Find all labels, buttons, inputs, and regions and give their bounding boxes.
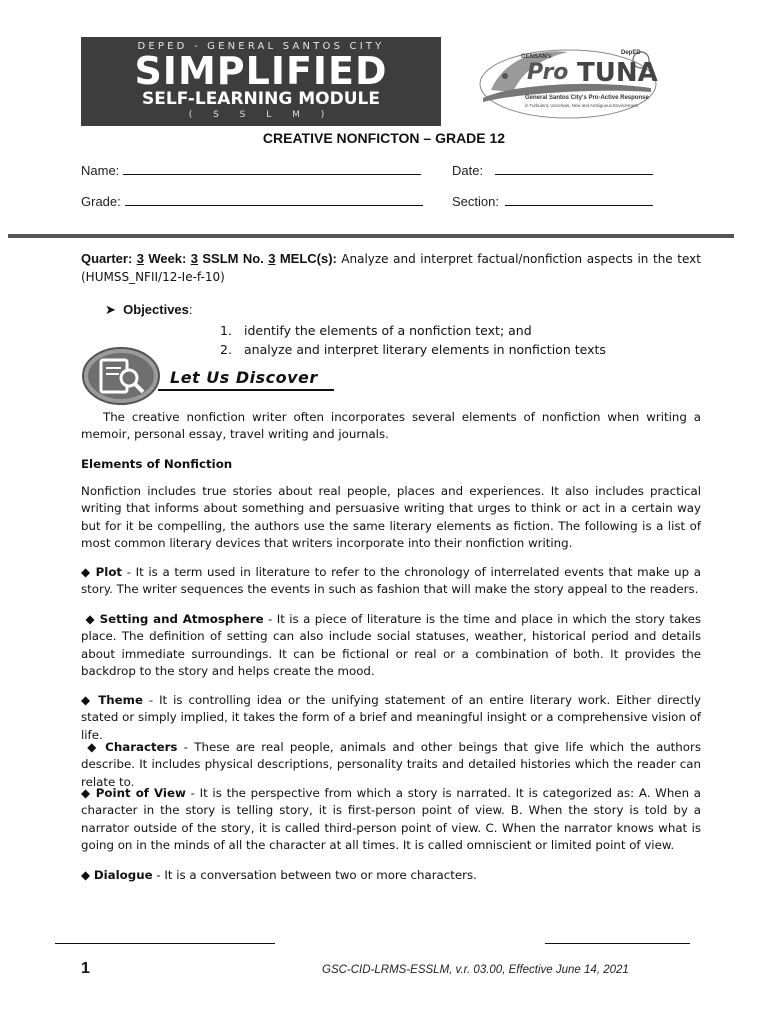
- objective-num: 2.: [220, 342, 232, 357]
- diamond-bullet-icon: ◆: [85, 612, 96, 626]
- element-text: - It is the perspective from which a story is narrated. It is categorized as: A. When a character in the story is telling story, it is first-person point of view. B. When the story is told by a narrator outside of the story, it is called third-person point of view. C. When the narrator knows what is going on in the minds of all the character at all times. It is called omniscient or limited point of view.: [81, 786, 701, 853]
- diamond-bullet-icon: ◆: [81, 868, 91, 882]
- arrow-bullet-icon: ➤: [105, 302, 116, 317]
- element-plot: [81, 564, 701, 599]
- elements-heading: [81, 456, 701, 473]
- element-text: - These are real people, animals and other beings that give life which the authors describe. It includes physical descriptions, personality traits and detailed histories which the reader can relate to.: [81, 740, 701, 789]
- section-field: [452, 193, 653, 209]
- element-setting: [81, 611, 701, 681]
- logo-tagline: General Santos City's Pro-Active Response: [525, 95, 649, 101]
- element-theme: [81, 692, 701, 744]
- objectives-heading-text: Objectives: [123, 302, 189, 317]
- date-label: Date:: [452, 163, 484, 178]
- diamond-bullet-icon: ◆: [81, 565, 91, 579]
- element-term: Characters: [105, 740, 178, 754]
- name-blank[interactable]: [123, 162, 421, 175]
- element-term: Dialogue: [93, 868, 153, 882]
- page-number: 1: [81, 960, 90, 977]
- objective-item: [220, 340, 606, 359]
- banner-module: SELF-LEARNING MODULE: [142, 89, 380, 109]
- quarter-info: [81, 250, 701, 286]
- melc-text: Analyze and interpret factual/nonfiction aspects in the text (HUMSS_NFII/12-Ie-f-10): [81, 252, 701, 284]
- element-text: - It is a term used in literature to refer to the chronology of interrelated events that make up a story. The writer sequences the events in such as fashion that will make the story appeal to the readers.: [81, 565, 702, 597]
- element-term: Plot: [95, 565, 123, 579]
- logo-tuna-text: TUNA: [577, 58, 658, 88]
- name-field: [81, 162, 421, 178]
- element-characters: [81, 739, 701, 791]
- protuna-logo: [473, 40, 663, 124]
- element-text: - It is a conversation between two or more characters.: [152, 868, 477, 882]
- objectives-list: [220, 321, 606, 359]
- elements-heading-text: Elements of Nonfiction: [81, 457, 233, 471]
- footer-rule-right: [545, 943, 690, 944]
- banner-division: DEPED - GENERAL SANTOS CITY: [137, 41, 385, 52]
- objectives-heading: ➤ Objectives:: [105, 302, 193, 317]
- discover-underline: [158, 389, 334, 391]
- section-label: Section:: [452, 194, 499, 209]
- objective-num: 1.: [220, 323, 232, 338]
- diamond-bullet-icon: ◆: [81, 693, 93, 707]
- sslm-label: SSLM No.: [202, 251, 264, 266]
- diamond-bullet-icon: ◆: [81, 786, 92, 800]
- element-text: - It is controlling idea or the unifying statement of an entire literary work. Either directly stated or simply implied, it takes the form of a brief and meaningful insight or a comprehensive vision of life.: [81, 693, 702, 742]
- element-term: Point of View: [95, 786, 186, 800]
- footer-code: GSC-CID-LRMS-ESSLM, v.r. 03.00, Effective June 14, 2021: [322, 964, 629, 976]
- logo-deped-text: DepED: [621, 50, 641, 56]
- elements-paragraph: Nonfiction includes true stories about real people, places and experiences. It also includes practical writing that informs about something and persuasive writing that urges to think or act in a certain way but for it be compelling, the authors use the same literary elements as fiction. The following is a list of most common literary devices that writers incorporate into their nonfiction writing.: [81, 484, 701, 551]
- element-term: Theme: [98, 693, 143, 707]
- element-point-of-view: [81, 785, 701, 855]
- banner-simplified: SIMPLIFIED: [134, 49, 388, 93]
- discover-title: Let Us Discover: [170, 368, 318, 387]
- element-dialogue: [81, 867, 701, 884]
- objective-text: identify the elements of a nonfiction text; and: [244, 323, 532, 338]
- quarter-value: 3: [136, 251, 144, 266]
- week-label: Week:: [148, 251, 187, 266]
- objective-item: [220, 321, 606, 340]
- melc-label: MELC(s):: [279, 251, 337, 266]
- date-field: [452, 162, 653, 178]
- grade-blank[interactable]: [125, 193, 423, 206]
- element-term: Setting and Atmosphere: [99, 612, 264, 626]
- discover-magnifier-icon: [81, 346, 161, 406]
- quarter-label: Quarter:: [81, 251, 133, 266]
- banner-acronym: ( S S L M ): [188, 110, 334, 120]
- objective-text: analyze and interpret literary elements in nonfiction texts: [244, 342, 606, 357]
- sslm-banner: [81, 37, 441, 126]
- week-value: 3: [190, 251, 198, 266]
- document-title: CREATIVE NONFICTON – GRADE 12: [262, 130, 506, 146]
- header-divider: [8, 234, 734, 238]
- sslm-value: 3: [268, 251, 276, 266]
- element-text: - It is a piece of literature is the time and place in which the story takes place. The definition of setting can also include social statuses, weather, historical period and details about immediate surroundings. It can be fictional or real or a combination of both. It provides the backdrop to the story and helps create the mood.: [81, 612, 702, 679]
- date-blank[interactable]: [495, 162, 653, 175]
- logo-tagline-small: in Turbulent, Uncertain, New and Ambiguous Environment: [525, 103, 638, 108]
- footer-rule-left: [55, 943, 275, 944]
- logo-pro-text: Pro: [527, 60, 569, 85]
- grade-label: Grade:: [81, 194, 121, 209]
- intro-paragraph: The creative nonfiction writer often incorporates several elements of nonfiction when writing a memoir, personal essay, travel writing and journals.: [81, 410, 701, 442]
- section-blank[interactable]: [505, 193, 653, 206]
- name-label: Name:: [81, 163, 120, 178]
- logo-gensan-text: GENSAN's: [521, 54, 552, 60]
- diamond-bullet-icon: ◆: [87, 740, 99, 754]
- grade-field: [81, 193, 423, 209]
